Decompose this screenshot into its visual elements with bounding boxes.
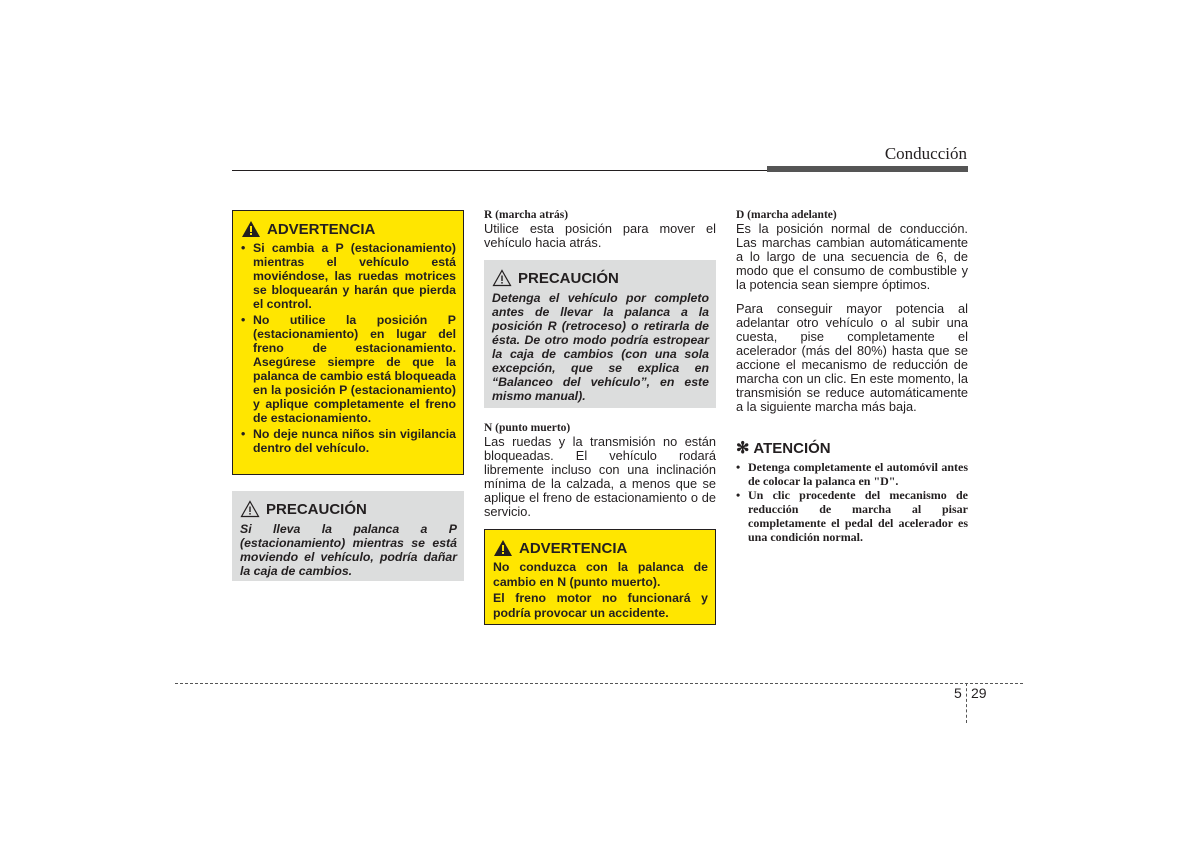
- reverse-heading: R (marcha atrás): [484, 209, 569, 221]
- warning-item: • No deje nunca niños sin vigilancia dentro del vehículo.: [241, 427, 456, 455]
- warning-header: [493, 538, 708, 558]
- warning-text: El freno motor no funcionará y podría provocar un accidente.: [493, 591, 708, 620]
- attention-item: • Detenga completamente el automóvil antes de colocar la palanca en "D".: [736, 460, 968, 488]
- caution-triangle-icon: [492, 269, 512, 287]
- caution-header: [492, 268, 709, 288]
- header-rule: [232, 170, 767, 171]
- warning-list: [241, 241, 456, 455]
- page-number: 29: [971, 685, 987, 701]
- caution-text: Detenga el vehículo por completo antes de llevar la palanca a la posición R (retroceso) o retirarla de ésta. De otro modo podría estropear la caja de cambios (con una sola excepción, que se explica en “Balanceo del vehículo”, en este mismo manual).: [492, 291, 709, 403]
- section-title: Conducción: [884, 144, 967, 163]
- warning-text: No conduzca con la palanca de cambio en N (punto muerto).: [493, 560, 708, 589]
- caution-box-parking: [232, 491, 464, 581]
- drive-section: [736, 208, 968, 414]
- drive-text: Para conseguir mayor potencia al adelantar otro vehículo o al subir una cuesta, pise completamente el acelerador (más del 80%) hasta que se accione el mecanismo de reducción de marcha con un clic. En este momento, la transmisión se reduce automáticamente a la siguiente marcha más baja.: [736, 301, 968, 414]
- warning-title: ADVERTENCIA: [519, 539, 628, 557]
- chapter-number: 5: [954, 685, 962, 701]
- header-rule-bar: [767, 166, 968, 172]
- warning-box-parking: [232, 210, 464, 475]
- caution-title: PRECAUCIÓN: [266, 500, 367, 518]
- reverse-section: [484, 208, 716, 250]
- warning-box-neutral: [484, 529, 716, 625]
- warning-triangle-icon: [493, 539, 513, 557]
- attention-item: • Un clic procedente del mecanismo de reducción de marcha al pisar completamente el pedal del acelerador es una condición normal.: [736, 488, 968, 544]
- caution-box-reverse: [484, 260, 716, 408]
- warning-title: ADVERTENCIA: [267, 220, 376, 238]
- attention-title: ATENCIÓN: [753, 439, 831, 457]
- footer-dashed-divider: [966, 683, 967, 723]
- footer-dashed-rule: [175, 683, 1023, 684]
- warning-item: • Si cambia a P (estacionamiento) mientras el vehículo está moviéndose, las ruedas motrices se bloquearán y harán que pierda el control.: [241, 241, 456, 311]
- caution-title: PRECAUCIÓN: [518, 269, 619, 287]
- drive-heading: D (marcha adelante): [736, 209, 837, 221]
- attention-section: [736, 438, 968, 544]
- warning-header: [241, 219, 456, 239]
- attention-header: [736, 438, 968, 458]
- warning-item: • No utilice la posición P (estacionamiento) en lugar del freno de estacionamiento. Asegúrese siempre de que la palanca de cambio está bloqueada en la posición P (estacionamiento) y aplique completamente el freno de estacionamiento.: [241, 313, 456, 425]
- neutral-section: [484, 421, 716, 519]
- attention-list: [736, 460, 968, 544]
- neutral-heading: N (punto muerto): [484, 422, 571, 434]
- caution-text: Si lleva la palanca a P (estacionamiento) mientras se está moviendo el vehículo, podría dañar la caja de cambios.: [240, 522, 457, 578]
- asterisk-icon: ✻: [736, 440, 750, 457]
- caution-triangle-icon: [240, 500, 260, 518]
- drive-text: Es la posición normal de conducción. Las marchas cambian automáticamente a lo largo de una secuencia de 6, de modo que el consumo de combustible y la potencia sean siempre óptimos.: [736, 221, 968, 292]
- reverse-text: Utilice esta posición para mover el vehículo hacia atrás.: [484, 221, 716, 250]
- caution-header: [240, 499, 457, 519]
- warning-triangle-icon: [241, 220, 261, 238]
- neutral-text: Las ruedas y la transmisión no están bloqueadas. El vehículo rodará libremente incluso con una inclinación mínima de la calzada, a menos que se aplique el freno de estacionamiento o de servicio.: [484, 434, 716, 519]
